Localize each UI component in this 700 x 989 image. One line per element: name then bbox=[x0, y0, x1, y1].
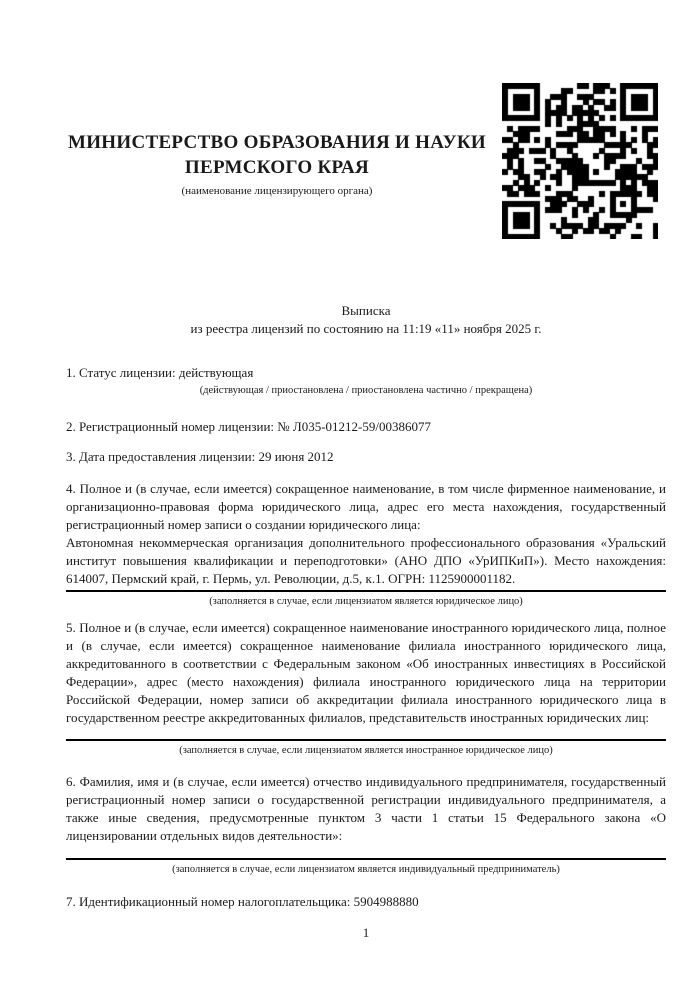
foreign-entity-label: 5. Полное и (в случае, если имеется) сокращенное наименование иностранного юридического лица, полное и (в случае, если имеется) сокращенное наименование филиала иностранного юридического лица, аккредитованного в соответствии с Федеральным законом «Об иностранных инвестициях в Российской Федерации», адрес (место нахождения) филиала иностранного юридического лица на территории Российской Федерации, номер записи об аккредитации филиала иностранного юридического лица в государственном реестре аккредитованных филиалов, представительств иностранных юридических лиц: bbox=[66, 620, 666, 725]
taxpayer-number-text: 7. Идентификационный номер налогоплательщика: 5904988880 bbox=[66, 894, 419, 909]
ministry-name-line1: МИНИСТЕРСТВО ОБРАЗОВАНИЯ И НАУКИ bbox=[67, 132, 487, 153]
item-taxpayer-number bbox=[66, 893, 666, 911]
grant-date-text: 3. Дата предоставления лицензии: 29 июня 2012 bbox=[66, 449, 334, 464]
legal-entity-label: 4. Полное и (в случае, если имеется) сокращенное наименование, в том числе фирменное наименование, и организационно-правовая форма юридического лица, адрес его места нахождения, государственный регистрационный номер записи о создании юридического лица: bbox=[66, 481, 666, 532]
foreign-entity-caption: (заполняется в случае, если лицензиатом является иностранное юридическое лицо) bbox=[179, 745, 553, 756]
item-license-status bbox=[66, 364, 666, 397]
legal-entity-caption: (заполняется в случае, если лицензиатом является юридическое лицо) bbox=[209, 596, 523, 607]
item-registration-number bbox=[66, 418, 666, 436]
registration-number-text: 2. Регистрационный номер лицензии: № Л035-01212-59/00386077 bbox=[66, 419, 432, 434]
page-number: 1 bbox=[362, 925, 370, 940]
item-legal-entity bbox=[66, 480, 666, 608]
empty-field-space bbox=[66, 727, 666, 737]
qr-code bbox=[502, 83, 658, 239]
individual-entrepreneur-label: 6. Фамилия, имя и (в случае, если имеется) отчество индивидуального предпринимателя, государственный регистрационный номер записи о государственной регистрации индивидуального предпринимателя, а также иные сведения, предусмотренные пунктом 3 части 1 статьи 15 Федерального закона «О лицензировании отдельных видов деятельности»: bbox=[66, 774, 666, 843]
document-title bbox=[66, 302, 666, 338]
item-grant-date bbox=[66, 448, 666, 466]
legal-entity-value: Автономная некоммерческая организация дополнительного профессионального образования «Уральский институт повышения квалификации и переподготовки» (АНО ДПО «УрИПКиП»). Место нахождения: 614007, Пермский край, г. Пермь, ул. Революции, д.5, к.1. ОГРН: 1125900001182. bbox=[66, 535, 666, 586]
empty-field-space bbox=[66, 845, 666, 856]
document-header bbox=[64, 130, 490, 198]
license-status-text: 1. Статус лицензии: действующая bbox=[66, 365, 254, 380]
title-line2: из реестра лицензий по состоянию на 11:19 «11» ноября 2025 г. bbox=[190, 321, 542, 336]
item-foreign-entity bbox=[66, 619, 666, 757]
license-status-options-caption: (действующая / приостановлена / приостановлена частично / прекращена) bbox=[199, 385, 533, 396]
title-line1: Выписка bbox=[341, 303, 391, 318]
ministry-name-line2: ПЕРМСКОГО КРАЯ bbox=[184, 157, 370, 178]
licensing-authority-caption: (наименование лицензирующего органа) bbox=[181, 185, 373, 197]
individual-entrepreneur-caption: (заполняется в случае, если лицензиатом является индивидуальный предприниматель) bbox=[172, 864, 560, 875]
item-individual-entrepreneur bbox=[66, 773, 666, 876]
